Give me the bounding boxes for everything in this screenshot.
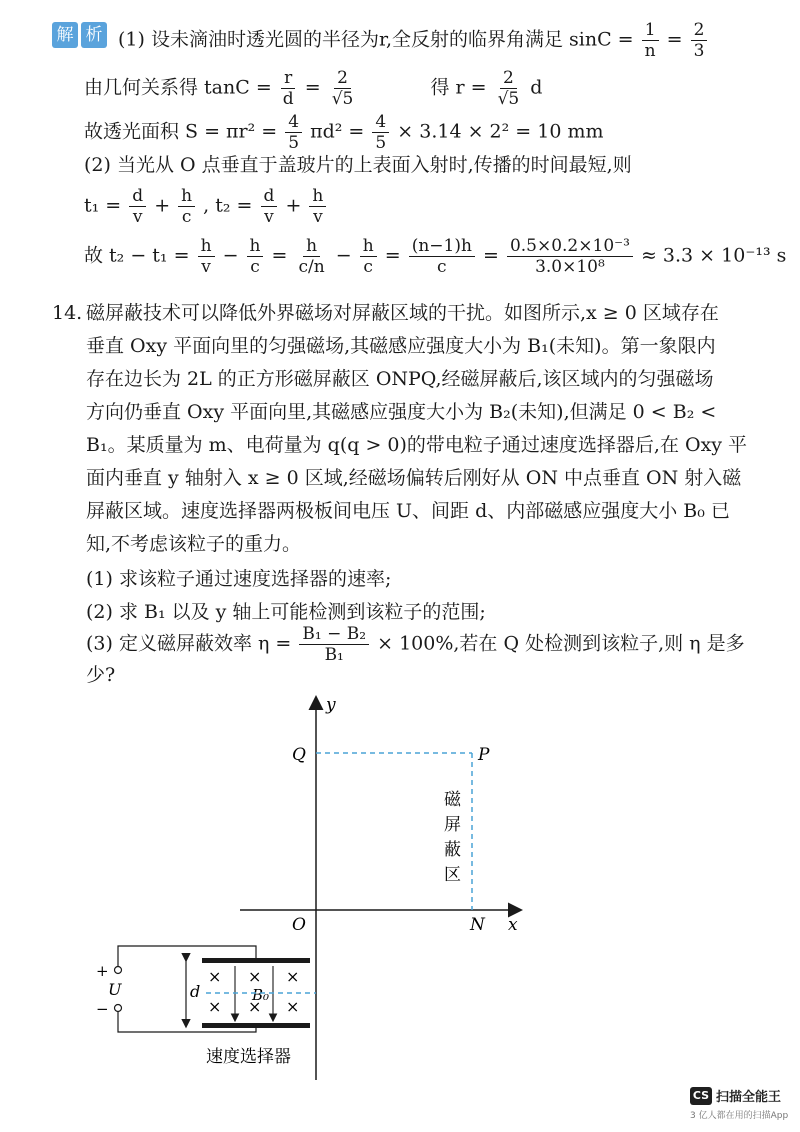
solution-line-1: (1) 设未滴油时透光圆的半径为r,全反射的临界角满足 sinC = $\frac{1}{n}$ = $\frac{2}{3}$ — [118, 20, 709, 61]
cross-6: × — [286, 997, 300, 1016]
cross-4: × — [208, 997, 222, 1016]
solution-line-5: t₁ = $\frac{d}{v}$ + $\frac{h}{c}$ , t₂ = $\frac{d}{v}$ + $\frac{h}{v}$ — [84, 186, 328, 227]
wire-top — [118, 946, 256, 967]
problem-line-6: 面内垂直 y 轴射入 x ≥ 0 区域,经磁场偏转后刚好从 ON 中点垂直 ON 射入磁 — [86, 467, 742, 489]
brand-tagline: 3 亿人都在用的扫描App — [690, 1111, 789, 1121]
minus-sign: − — [96, 1000, 109, 1018]
problem-line-1: 磁屏蔽技术可以降低外界磁场对屏蔽区域的干扰。如图所示,x ≥ 0 区域存在 — [86, 302, 719, 324]
voltage-label: U — [108, 980, 122, 999]
bottom-plate — [202, 1023, 310, 1028]
cross-1: × — [208, 967, 222, 986]
label-N: N — [470, 915, 485, 935]
selector-label: 速度选择器 — [206, 1047, 291, 1067]
fraction: $\frac{d}{v}$ — [261, 186, 278, 227]
physics-diagram — [80, 690, 550, 1080]
fraction: $\frac{h}{c}$ — [360, 236, 377, 277]
fraction: $\frac{r}{d}$ — [282, 68, 294, 109]
fraction: $\frac{1}{n}$ — [642, 20, 659, 61]
problem-line-2: 垂直 Oxy 平面向里的匀强磁场,其磁感应强度大小为 B₁(未知)。第一象限内 — [86, 335, 716, 357]
x-axis-label: x — [508, 915, 518, 935]
region-char-2: 屏 — [444, 815, 461, 835]
label-O: O — [292, 915, 306, 935]
solution-line-2: 由几何关系得 tanC = $\frac{r}{d}$ = $\frac{2}{√5}$ 得 r = $\frac{2}{√5}$ d — [84, 68, 543, 109]
cs-logo-icon: CS — [690, 1087, 712, 1105]
fraction: $\frac{4}{5}$ — [285, 112, 302, 153]
d-label: d — [190, 982, 201, 1001]
fraction: $\frac{2}{3}$ — [691, 20, 708, 61]
fraction: $\frac{h}{v}$ — [198, 236, 215, 277]
plus-sign: + — [96, 962, 109, 980]
label-Q: Q — [292, 745, 306, 765]
cross-2: × — [248, 967, 262, 986]
fraction: $\frac{h}{c/n}$ — [298, 236, 325, 277]
fraction: $\frac{h}{c}$ — [178, 186, 195, 227]
fraction: $\frac{2}{√5}$ — [331, 68, 354, 109]
fraction: $\frac{h}{c}$ — [247, 236, 264, 277]
solution-line-4: (2) 当光从 O 点垂直于盖玻片的上表面入射时,传播的时间最短,则 — [84, 154, 632, 176]
fraction: $\frac{(n-1)h}{c}$ — [409, 236, 475, 277]
B0-label: B₀ — [252, 986, 270, 1004]
question-2: (2) 求 B₁ 以及 y 轴上可能检测到该粒子的范围; — [86, 601, 486, 623]
problem-line-7: 屏蔽区域。速度选择器两极板间电压 U、间距 d、内部磁感应强度大小 B₀ 已 — [86, 500, 730, 522]
efficiency-fraction: $\frac{\text{B₁ − B₂}}{\text{B₁}}$ — [299, 624, 369, 665]
question-1: (1) 求该粒子通过速度选择器的速率; — [86, 568, 392, 590]
fraction: $\frac{\text{0.5×0.2×10⁻³}}{\text{3.0×10⁸}}$ — [507, 236, 633, 277]
region-char-3: 蔽 — [444, 840, 461, 860]
question-3: (3) 定义磁屏蔽效率 η = $\frac{\text{B₁ − B₂}}{\text{B₁}}$ × 100%,若在 Q 处检测到该粒子,则 η 是多 — [86, 624, 745, 665]
problem-line-4: 方向仍垂直 Oxy 平面向里,其磁感应强度大小为 B₂(未知),但满足 0 < B₂ < — [86, 401, 717, 423]
terminal-minus — [115, 1005, 122, 1012]
region-char-1: 磁 — [444, 790, 461, 810]
badge-char-1: 解 — [52, 22, 78, 48]
problem-line-3: 存在边长为 2L 的正方形磁屏蔽区 ONPQ,经磁屏蔽后,该区域内的匀强磁场 — [86, 368, 714, 390]
region-char-4: 区 — [444, 865, 461, 885]
scanner-logo — [690, 1086, 781, 1105]
question-3-continued: 少? — [86, 664, 116, 686]
fraction: $\frac{4}{5}$ — [372, 112, 389, 153]
problem-line-5: B₁。某质量为 m、电荷量为 q(q > 0)的带电粒子通过速度选择器后,在 Oxy 平 — [86, 434, 748, 456]
solution-line-6: 故 t₂ − t₁ = $\frac{h}{v}$ − $\frac{h}{c}$ = $\frac{h}{c/n}$ − $\frac{h}{c}$ = $\frac{(n-1)h}{c}$ = $\frac{\text{0.5×0.2×10⁻³}}{\text{3.0×10⁸}}$ ≈ 3.3 × 10⁻¹³ s — [84, 236, 787, 277]
solution-line-3: 故透光面积 S = πr² = $\frac{4}{5}$ πd² = $\frac{4}{5}$ × 3.14 × 2² = 10 mm — [84, 112, 604, 153]
top-plate — [202, 958, 310, 963]
cross-3: × — [286, 967, 300, 986]
brand-name: 扫描全能王 — [716, 1090, 782, 1105]
cross-5: × — [248, 997, 262, 1016]
badge-char-2: 析 — [81, 22, 107, 48]
fraction: $\frac{h}{v}$ — [309, 186, 326, 227]
label-P: P — [478, 745, 490, 765]
fraction: $\frac{2}{√5}$ — [497, 68, 520, 109]
problem-line-8: 知,不考虑该粒子的重力。 — [86, 533, 302, 555]
y-axis-label: y — [326, 695, 336, 715]
solution-badge — [52, 22, 110, 48]
problem-number: 14. — [52, 302, 83, 324]
terminal-plus — [115, 967, 122, 974]
fraction: $\frac{d}{v}$ — [129, 186, 146, 227]
